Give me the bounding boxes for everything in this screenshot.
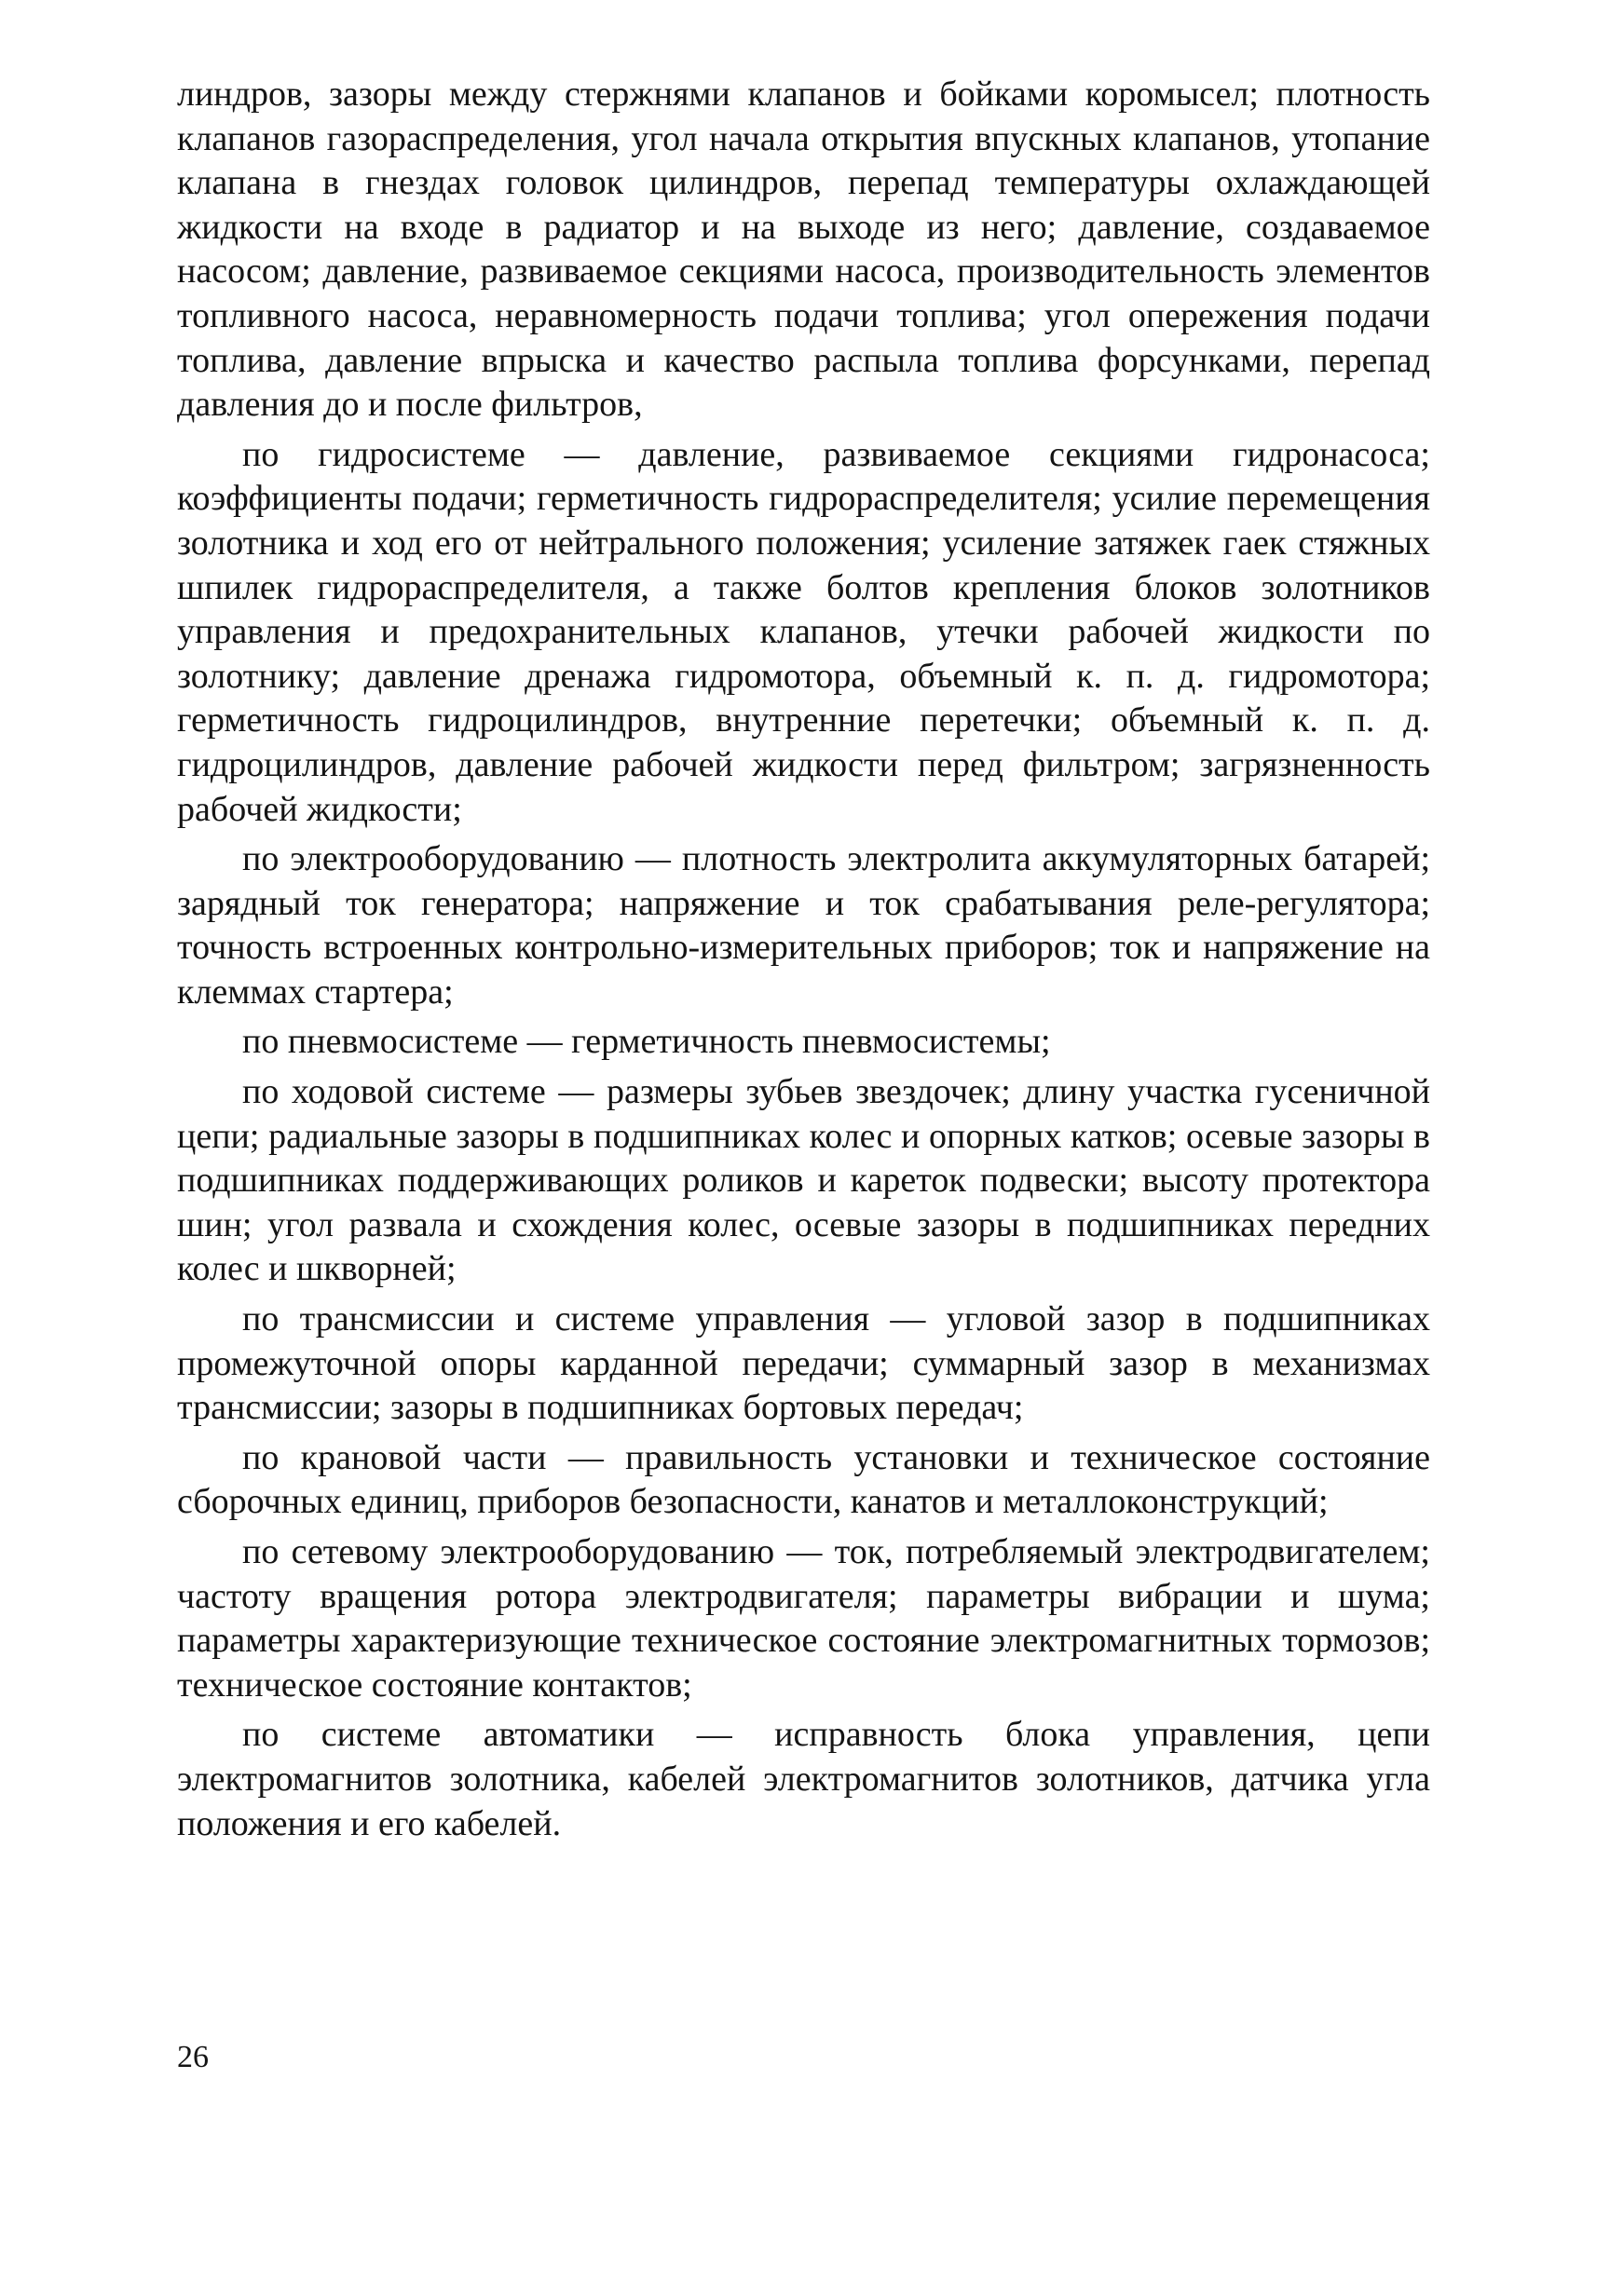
page-body [177,73,1430,1852]
paragraph-crane-part: по крановой части — правильность установки и техническое состояние сборочных единиц, приборов безопасности, канатов и металлоконструкций; [177,1437,1430,1522]
paragraph-pneumatic-system: по пневмосистеме — герметичность пневмосистемы; [242,1022,1051,1062]
paragraph-mains-electrical: по сетевому электрооборудованию — ток, потребляемый электродвигателем; частоту вращения ротора электродвигателя; параметры вибрации и шума; параметры характеризующие техническое состояние электромагнитных тормозов; техническое состояние контактов; [177,1532,1430,1705]
paragraph-engine: линдров, зазоры между стержнями клапанов и бойками коромысел; плотность клапанов газораспределения, угол начала открытия впускных клапанов, утопание клапана в гнездах головок цилиндров, перепад температуры охлаждающей жидкости на входе в радиатор и на выходе из него; давление, создаваемое насосом; давление, развиваемое секциями насоса, производительность элементов топливного насоса, неравномерность подачи топлива; угол опережения подачи топлива, давление впрыска и качество распыла топлива форсунками, перепад давления до и после фильтров, [177,75,1430,425]
paragraph-automation-system: по системе автоматики — исправность блока управления, цепи электромагнитов золотника, кабелей электромагнитов золотников, датчика угла положения и его кабелей. [177,1715,1430,1843]
paragraph-transmission: по трансмиссии и системе управления — угловой зазор в подшипниках промежуточной опоры карданной передачи; суммарный зазор в механизмах трансмиссии; зазоры в подшипниках бортовых передач; [177,1299,1430,1428]
page-number: 26 [177,2040,209,2074]
paragraph-running-gear: по ходовой системе — размеры зубьев звездочек; длину участка гусеничной цепи; радиальные зазоры в подшипниках колес и опорных катков; осевые зазоры в подшипниках поддерживающих роликов и кареток подвески; высоту протектора шин; угол развала и схождения колес, осевые зазоры в подшипниках передних колес и шкворней; [177,1072,1430,1289]
paragraph-electrical-equipment: по электрооборудованию — плотность электролита аккумуляторных батарей; зарядный ток генератора; напряжение и ток срабатывания реле-регулятора; точность встроенных контрольно-измерительных приборов; ток и напряжение на клеммах стартера; [177,839,1430,1012]
paragraph-hydraulic-system: по гидросистеме — давление, развиваемое секциями гидронасоса; коэффициенты подачи; герметичность гидрораспределителя; усилие перемещения золотника и ход его от нейтрального положения; усиление затяжек гаек стяжных шпилек гидрораспределителя, а также болтов крепления блоков золотников управления и предохранительных клапанов, утечки рабочей жидкости по золотнику; давление дренажа гидромотора, объемный к. п. д. гидромотора; герметичность гидроцилиндров, внутренние перетечки; объемный к. п. д. гидроцилиндров, давление рабочей жидкости перед фильтром; загрязненность рабочей жидкости; [177,434,1430,829]
